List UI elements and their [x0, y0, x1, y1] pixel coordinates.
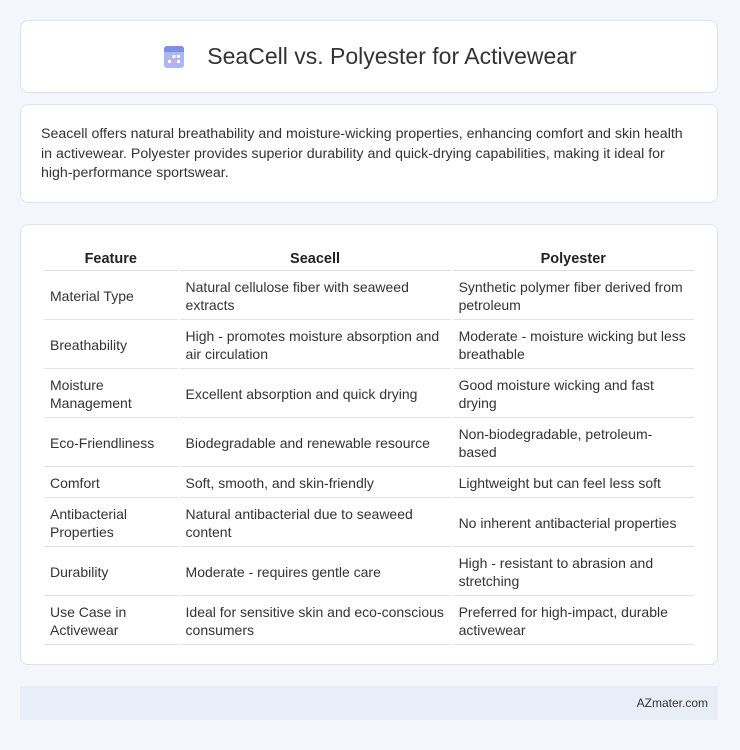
table-row — [44, 273, 694, 320]
polyester-cell: Good moisture wicking and fast drying — [453, 371, 694, 418]
comparison-table — [42, 245, 696, 647]
table-row — [44, 371, 694, 418]
feature-cell: Comfort — [44, 469, 178, 498]
feature-cell: Eco-Friendliness — [44, 420, 178, 467]
feature-cell: Use Case in Activewear — [44, 598, 178, 645]
table-row — [44, 500, 694, 547]
feature-cell: Moisture Management — [44, 371, 178, 418]
seacell-cell: Natural antibacterial due to seaweed content — [180, 500, 451, 547]
table-row — [44, 322, 694, 369]
comparison-table-card — [20, 224, 718, 665]
page-title-text: SeaCell vs. Polyester for Activewear — [207, 43, 577, 69]
seacell-cell: Ideal for sensitive skin and eco-conscious consumers — [180, 598, 451, 645]
feature-cell: Material Type — [44, 273, 178, 320]
table-header-row — [44, 247, 694, 271]
polyester-cell: No inherent antibacterial properties — [453, 500, 694, 547]
polyester-cell: Synthetic polymer fiber derived from petroleum — [453, 273, 694, 320]
header-polyester: Polyester — [453, 247, 694, 271]
polyester-cell: Moderate - moisture wicking but less breathable — [453, 322, 694, 369]
summary-card — [20, 104, 718, 203]
seacell-cell: Soft, smooth, and skin-friendly — [180, 469, 451, 498]
header-feature: Feature — [44, 247, 178, 271]
feature-cell: Antibacterial Properties — [44, 500, 178, 547]
polyester-cell: Non-biodegradable, petroleum-based — [453, 420, 694, 467]
calculator-icon — [161, 44, 187, 70]
feature-cell: Durability — [44, 549, 178, 596]
seacell-cell: Biodegradable and renewable resource — [180, 420, 451, 467]
table-row — [44, 598, 694, 645]
polyester-cell: Preferred for high-impact, durable activewear — [453, 598, 694, 645]
seacell-cell: High - promotes moisture absorption and air circulation — [180, 322, 451, 369]
seacell-cell: Excellent absorption and quick drying — [180, 371, 451, 418]
summary-text: Seacell offers natural breathability and moisture-wicking properties, enhancing comfort and skin health in activewear. Polyester provides superior durability and quick-drying capabilities, making it ideal for high-performance sportswear. — [41, 126, 683, 181]
table-row — [44, 420, 694, 467]
polyester-cell: Lightweight but can feel less soft — [453, 469, 694, 498]
table-row — [44, 469, 694, 498]
table-row — [44, 549, 694, 596]
feature-cell: Breathability — [44, 322, 178, 369]
title-card — [20, 20, 718, 93]
header-seacell: Seacell — [180, 247, 451, 271]
polyester-cell: High - resistant to abrasion and stretching — [453, 549, 694, 596]
seacell-cell: Natural cellulose fiber with seaweed extracts — [180, 273, 451, 320]
seacell-cell: Moderate - requires gentle care — [180, 549, 451, 596]
footer-brand: AZmater.com — [636, 696, 708, 710]
footer — [20, 686, 718, 720]
page-title — [161, 43, 576, 70]
